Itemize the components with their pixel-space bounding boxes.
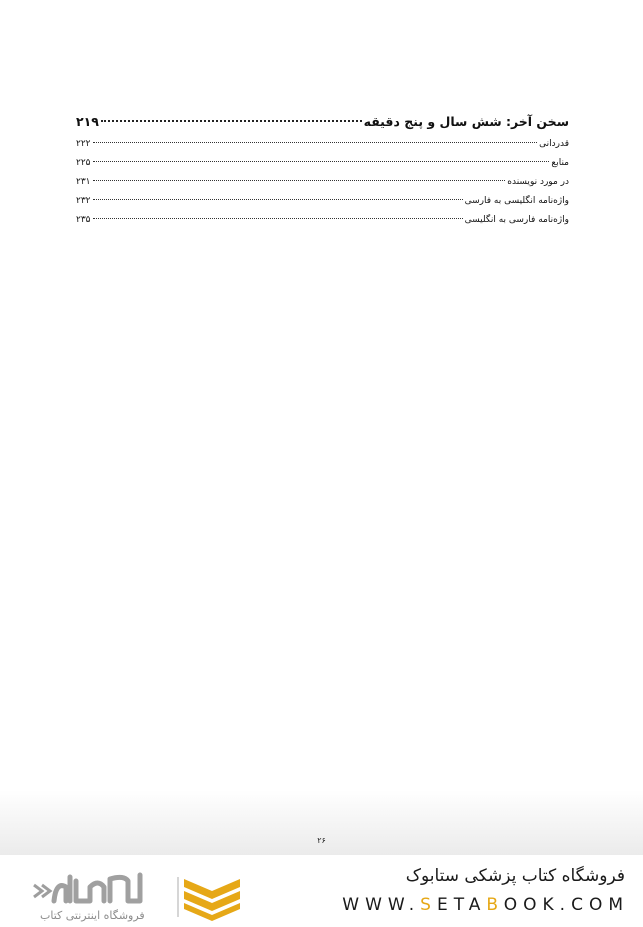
logo-tagline: فروشگاه اینترنتی کتاب [40, 909, 145, 922]
toc-entry-title: قدردانی [539, 139, 569, 149]
toc-leader-dots [101, 120, 362, 122]
toc-entry-page: ۲۳۱ [76, 177, 91, 187]
url-part: ETA [436, 895, 487, 915]
toc-entry-title: واژه‌نامه فارسی به انگلیسی [464, 215, 569, 225]
toc-entry-title: سخن آخر: شش سال و پنج دقیقه [363, 114, 569, 129]
url-highlight: B [486, 895, 504, 915]
toc-leader-dots [93, 218, 463, 219]
toc-entry-page: ۲۳۲ [76, 196, 91, 206]
toc-entry-page: ۲۲۲ [76, 139, 91, 149]
toc-entry-title: در مورد نویسنده [507, 177, 569, 187]
toc-entry-page: ۲۱۹ [76, 114, 99, 129]
toc-entry-glossary-fa-en[interactable] [76, 215, 569, 234]
toc-entry-acknowledgements[interactable] [76, 139, 569, 158]
toc-entry-page: ۲۲۵ [76, 158, 91, 168]
url-part: OOK.COM [503, 895, 629, 915]
toc-entry-title: واژه‌نامه انگلیسی به فارسی [464, 196, 569, 206]
url-highlight: S [420, 895, 437, 915]
toc-entry-epilogue[interactable] [76, 114, 569, 139]
table-of-contents [76, 114, 569, 234]
footer-banner [0, 855, 643, 926]
page-number: ۲۶ [317, 836, 326, 845]
store-name: فروشگاه کتاب پزشکی ستابوک [405, 866, 625, 886]
toc-entry-glossary-en-fa[interactable] [76, 196, 569, 215]
store-url[interactable] [342, 895, 629, 915]
toc-leader-dots [93, 199, 463, 200]
toc-leader-dots [93, 161, 550, 162]
toc-entry-page: ۲۳۵ [76, 215, 91, 225]
setabook-logo[interactable] [32, 869, 252, 923]
toc-entry-about-author[interactable] [76, 177, 569, 196]
toc-leader-dots [93, 180, 506, 181]
toc-leader-dots [93, 142, 538, 143]
url-part: WWW. [342, 895, 421, 915]
toc-entry-title: منابع [551, 158, 569, 168]
toc-entry-references[interactable] [76, 158, 569, 177]
